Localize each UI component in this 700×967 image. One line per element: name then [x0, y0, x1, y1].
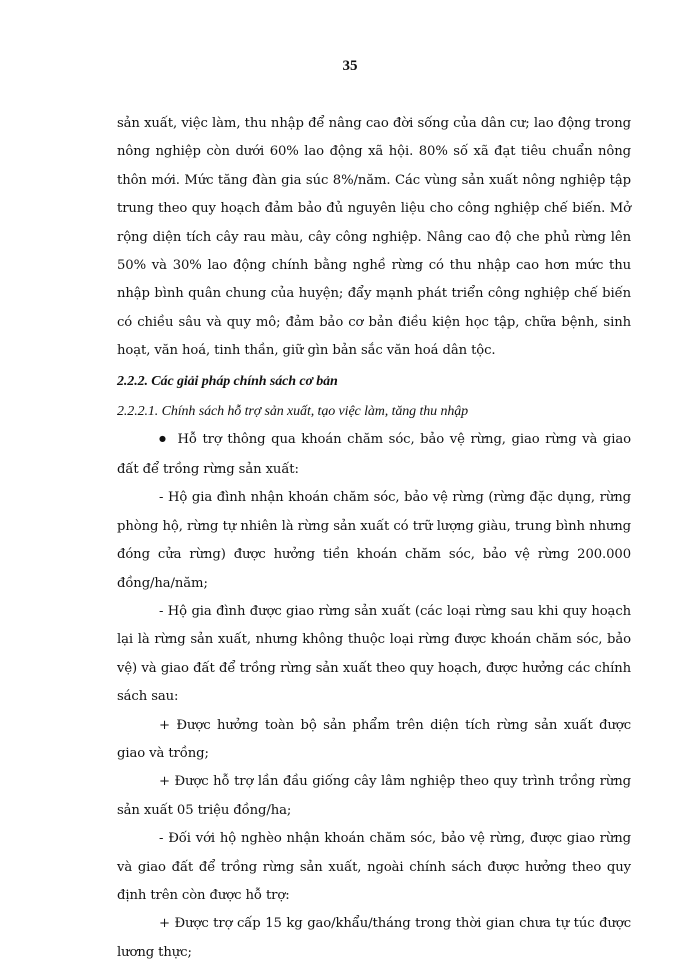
- bullet-text: Hỗ trợ thông qua khoán chăm sóc, bảo vệ rừng, giao rừng và giao đất để trồng rừng sản xuất:: [117, 432, 631, 477]
- bullet-item: [117, 426, 631, 484]
- plus-item-2: + Được hỗ trợ lần đầu giống cây lâm nghiệp theo quy trình trồng rừng sản xuất 05 triệu đồng/ha;: [117, 774, 631, 818]
- plus-item-1: + Được hưởng toàn bộ sản phẩm trên diện tích rừng sản xuất được giao và trồng;: [117, 717, 631, 761]
- bullet-icon: [159, 432, 177, 447]
- dash-item-2: - Hộ gia đình được giao rừng sản xuất (các loại rừng sau khi quy hoạch lại là rừng sản xuất, nhưng không thuộc loại rừng được khoán chăm sóc, bảo vệ) và giao đất để trồng rừng sản xuất theo quy hoạch, được hưởng các chính sách sau:: [117, 603, 631, 705]
- subsection-heading: 2.2.2.1. Chính sách hỗ trợ sản xuất, tạo việc làm, tăng thu nhập: [117, 404, 469, 420]
- paragraph-intro: sản xuất, việc làm, thu nhập để nâng cao đời sống của dân cư; lao động trong nông nghiệp còn dưới 60% lao động xã hội. 80% số xã đạt tiêu chuẩn nông thôn mới. Mức tăng đàn gia súc 8%/năm. Các vùng sản xuất nông nghiệp tập trung theo quy hoạch đảm bảo đủ nguyên liệu cho công nghiệp chế biến. Mở rộng diện tích cây rau màu, cây công nghiệp. Nâng cao độ che phủ rừng lên 50% và 30% lao động chính bằng nghề rừng có thu nhập cao hơn mức thu nhập bình quân chung của huyện; đẩy mạnh phát triển công nghiệp chế biến có chiều sâu và quy mô; đảm bảo cơ bản điều kiện học tập, chữa bệnh, sinh hoạt, văn hoá, tinh thần, giữ gìn bản sắc văn hoá dân tộc.: [117, 116, 631, 359]
- dash-item-1: - Hộ gia đình nhận khoán chăm sóc, bảo vệ rừng (rừng đặc dụng, rừng phòng hộ, rừng tự nhiên là rừng sản xuất có trữ lượng giàu, trung bình nhưng đóng cửa rừng) được hưởng tiền khoán chăm sóc, bảo vệ rừng 200.000 đồng/ha/năm;: [117, 490, 631, 591]
- section-heading: 2.2.2. Các giải pháp chính sách cơ bản: [117, 373, 338, 389]
- dash-item-3: - Đối với hộ nghèo nhận khoán chăm sóc, bảo vệ rừng, được giao rừng và giao đất để trồng rừng sản xuất, ngoài chính sách được hưởng theo quy định trên còn được hỗ trợ:: [117, 831, 631, 903]
- plus-item-3: + Được trợ cấp 15 kg gao/khẩu/tháng trong thời gian chưa tự túc được lương thực;: [117, 916, 631, 960]
- document-body: [117, 110, 631, 967]
- page-number: 35: [342, 58, 358, 74]
